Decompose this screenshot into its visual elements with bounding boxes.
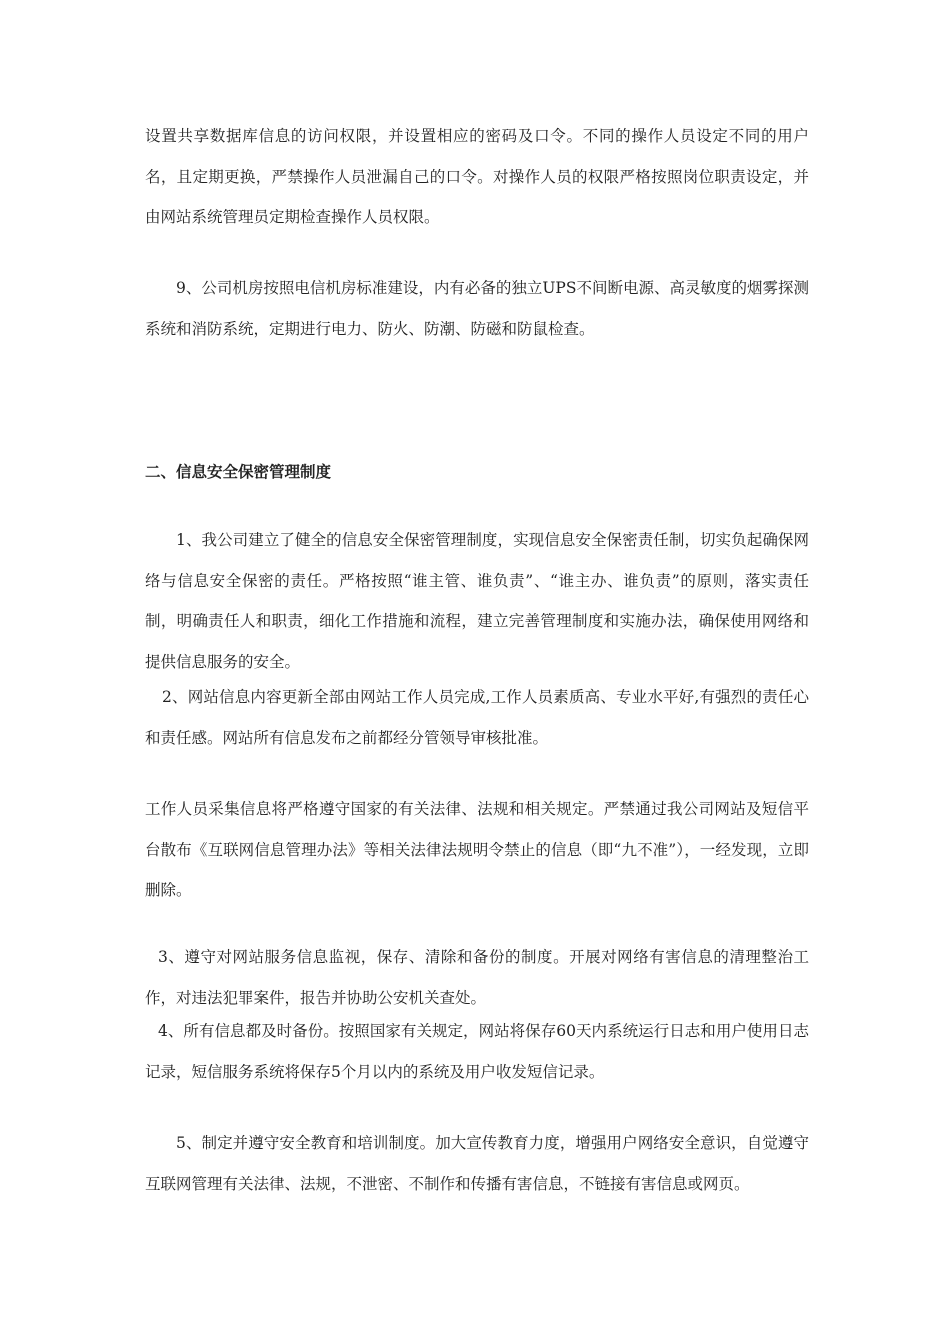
section-heading: 二、信息安全保密管理制度 — [145, 463, 332, 481]
paragraph-item-9-machine-room: 9、公司机房按照电信机房标准建设，内有必备的独立UPS不间断电源、高灵敏度的烟雾探测系统和消防系统，定期进行电力、防火、防潮、防磁和防鼠检查。 — [145, 279, 809, 338]
paragraph-security-item-2: 2、网站信息内容更新全部由网站工作人员完成,工作人员素质高、专业水平好,有强烈的责任心和责任感。网站所有信息发布之前都经分管领导审核批准。 — [145, 688, 809, 747]
paragraph-security-item-2-continued: 工作人员采集信息将严格遵守国家的有关法律、法规和相关规定。严禁通过我公司网站及短信平台散布《互联网信息管理办法》等相关法律法规明令禁止的信息（即“九不准”），一经发现，立即删除。 — [145, 800, 809, 899]
paragraph-access-control: 设置共享数据库信息的访问权限，并设置相应的密码及口令。不同的操作人员设定不同的用户名，且定期更换，严禁操作人员泄漏自己的口令。对操作人员的权限严格按照岗位职责设定，并由网站系统管理员定期检查操作人员权限。 — [145, 127, 809, 226]
paragraph-security-item-5: 5、制定并遵守安全教育和培训制度。加大宣传教育力度，增强用户网络安全意识，自觉遵守互联网管理有关法律、法规，不泄密、不制作和传播有害信息，不链接有害信息或网页。 — [145, 1134, 809, 1193]
paragraph-security-item-4: 4、所有信息都及时备份。按照国家有关规定，网站将保存60天内系统运行日志和用户使用日志记录，短信服务系统将保存5个月以内的系统及用户收发短信记录。 — [145, 1022, 809, 1081]
paragraph-security-item-3: 3、遵守对网站服务信息监视，保存、清除和备份的制度。开展对网络有害信息的清理整治工作，对违法犯罪案件，报告并协助公安机关查处。 — [145, 948, 809, 1007]
paragraph-security-item-1: 1、我公司建立了健全的信息安全保密管理制度，实现信息安全保密责任制，切实负起确保网络与信息安全保密的责任。严格按照“谁主管、谁负责”、“谁主办、谁负责”的原则，落实责任制，明确责任人和职责，细化工作措施和流程，建立完善管理制度和实施办法，确保使用网络和提供信息服务的安全。 — [145, 531, 809, 671]
